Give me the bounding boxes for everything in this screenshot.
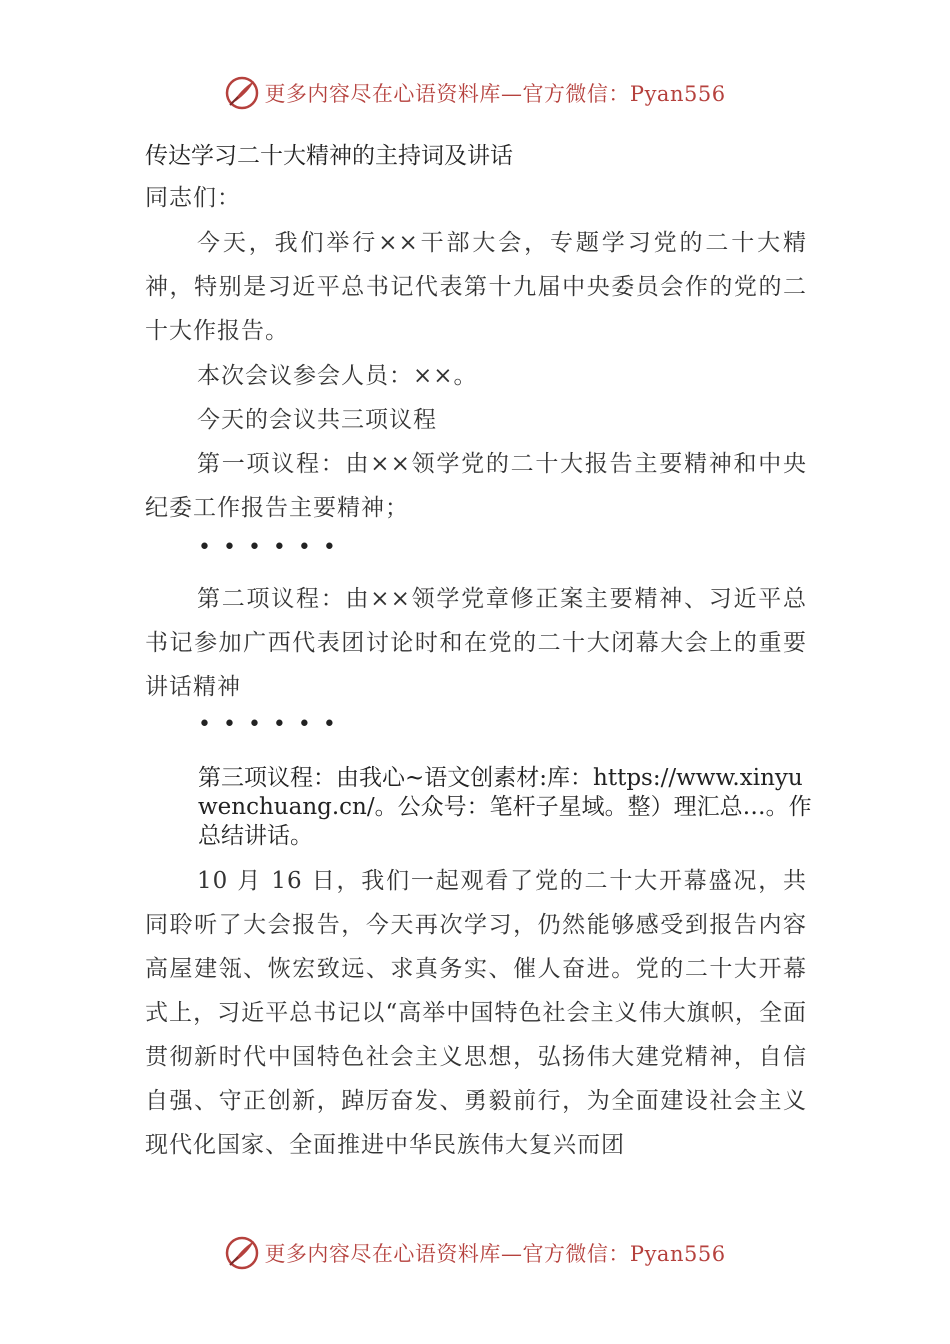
footer-watermark — [0, 1231, 950, 1275]
quill-logo-icon — [224, 1235, 260, 1271]
greeting: 同志们： — [145, 185, 241, 211]
paragraph-7: 10 月 16 日，我们一起观看了党的二十大开幕盛况，共同聆听了大会报告，今天再次学习，仍然能够感受到报告内容高屋建瓴、恢宏致远、求真务实、催人奋进。党的二十大开幕式上，习近平总书记以“高举中国特色社会主义伟大旗帜，全面贯彻新时代中国特色社会主义思想，弘扬伟大建党精神，自信自强、守正创新，踔厉奋发、勇毅前行，为全面建设社会主义现代化国家、全面推进中华民族伟大复兴而团 — [145, 868, 807, 1158]
paragraph-3: 今天的会议共三项议程 — [197, 407, 437, 433]
header-watermark — [0, 71, 950, 115]
paragraph-5: 第二项议程：由××领学党章修正案主要精神、习近平总书记参加广西代表团讨论时和在党的二十大闭幕大会上的重要讲话精神 — [145, 586, 807, 700]
paragraph-1: 今天，我们举行××干部大会，专题学习党的二十大精神，特别是习近平总书记代表第十九届中央委员会作的党的二十大作报告。 — [145, 230, 807, 344]
paragraph-2: 本次会议参会人员：××。 — [197, 363, 478, 389]
paragraph-4: 第一项议程：由××领学党的二十大报告主要精神和中央纪委工作报告主要精神； — [145, 451, 807, 521]
ellipsis-dots-1: •••••• — [198, 535, 348, 560]
paragraph-6: 第三项议程：由我心~语文创素材:库：https://www.xinyuwenchuang.cn/。公众号：笔杆子星域。整）理汇总…。作总结讲话。 — [198, 765, 812, 849]
ellipsis-dots-2: •••••• — [198, 712, 348, 737]
quill-logo-icon — [224, 75, 260, 111]
watermark-text: 更多内容尽在心语资料库—官方微信：Pyan556 — [264, 82, 726, 106]
watermark-text: 更多内容尽在心语资料库—官方微信：Pyan556 — [264, 1242, 726, 1266]
document-title: 传达学习二十大精神的主持词及讲话 — [145, 143, 513, 169]
